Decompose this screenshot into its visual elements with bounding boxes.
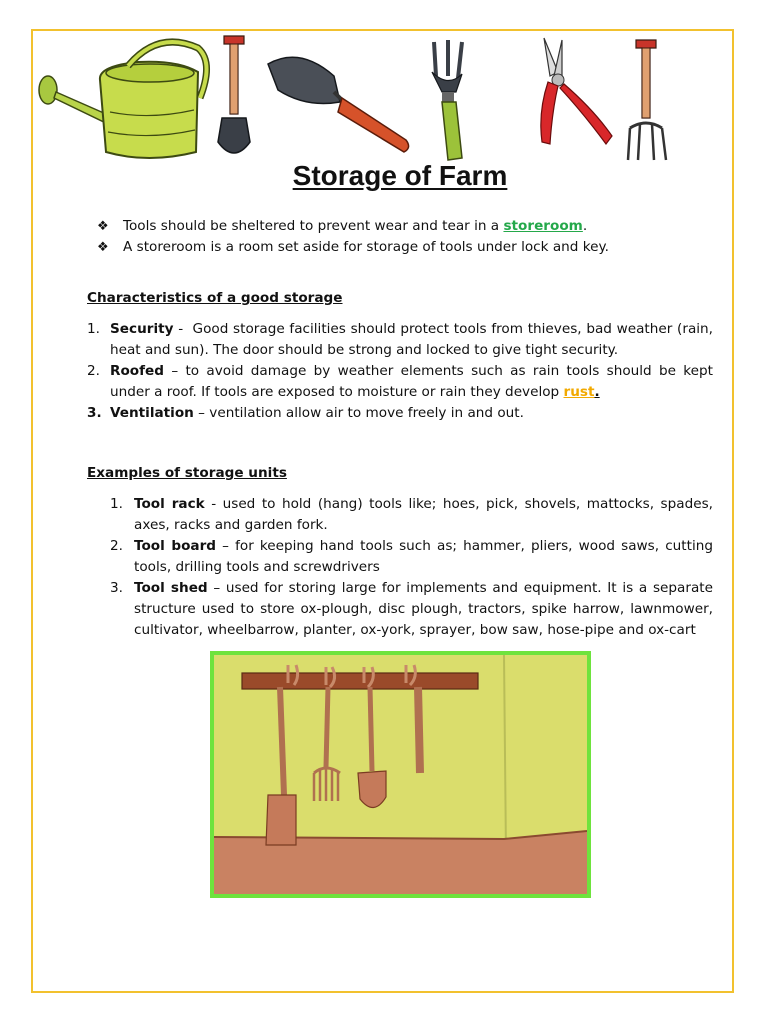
characteristics-heading: Characteristics of a good storage [87,290,343,306]
list-item: 3. Ventilation – ventilation allow air to move freely in and out. [87,405,524,421]
list-item: 2. Tool board – for keeping hand tools such as; hammer, pliers, wood saws, cutting tools, drilling tools and screwdrivers [110,538,713,575]
examples-list [110,494,713,641]
characteristics-list [87,319,713,424]
secateurs-icon [541,38,612,144]
garden-fork-icon [628,40,666,160]
list-item: 1. Tool rack - used to hold (hang) tools like; hoes, pick, shovels, mattocks, spades, axes, racks and garden fork. [110,496,713,533]
watering-can-icon [39,42,207,158]
diamond-bullet-icon: ❖ [97,219,109,234]
bullet-text: A storeroom is a room set aside for storage of tools under lock and key. [123,239,609,255]
tool-rack-image [210,651,591,898]
diamond-bullet-icon: ❖ [97,240,109,255]
rust-link[interactable]: rust [563,384,595,400]
trowel-icon [268,57,409,152]
page-title: Storage of Farm [292,160,508,191]
list-item: 3. Tool shed – used for storing large for implements and equipment. It is a separate structure used to store ox-plough, disc plough, tractors, spike harrow, lawnmower, cultivator, wheelbarrow, planter, ox-york, sprayer, bow saw, hose-pipe and ox-cart [110,580,713,638]
tool-rack-illustration [214,655,587,894]
examples-heading: Examples of storage units [87,465,287,481]
hand-fork-icon [432,40,462,160]
intro-bullets [97,216,697,258]
list-item: 1. Security - Good storage facilities should protect tools from thieves, bad weather (rain, heat and sun). The door should be strong and locked to give tight security. [87,321,713,358]
spade-icon [218,36,250,153]
garden-tools-illustration [38,32,678,166]
list-item: 2. Roofed – to avoid damage by weather elements such as rain tools should be kept under a roof. If tools are exposed to moisture or rain they develop rust. [87,363,713,400]
bullet-item [97,216,697,237]
bullet-item [97,237,697,258]
bullet-text: Tools should be sheltered to prevent wear and tear in a storeroom. [123,218,588,234]
storeroom-link[interactable]: storeroom [503,218,583,234]
